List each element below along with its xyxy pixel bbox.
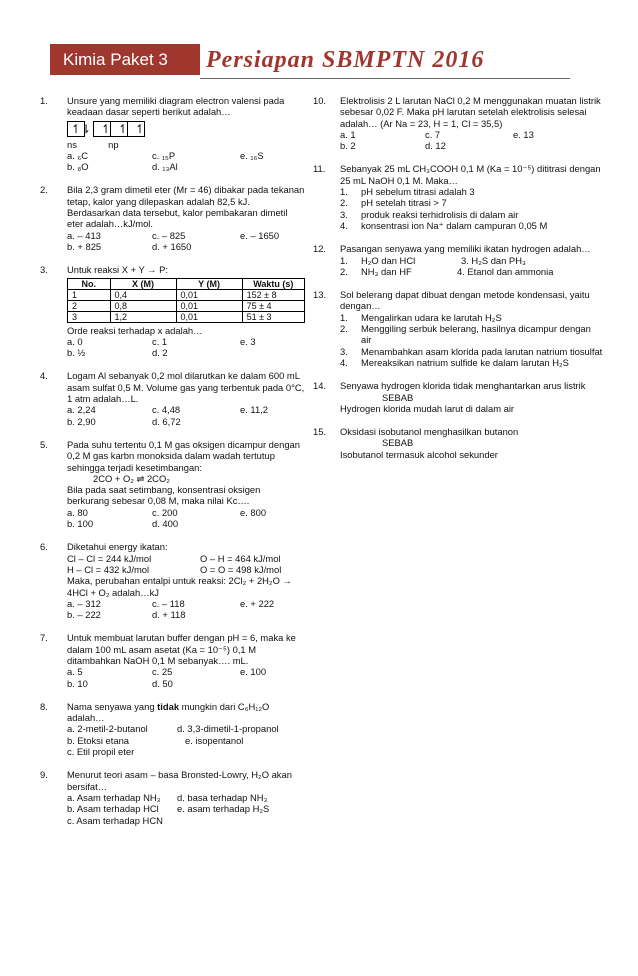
option-d: d. 3,3-dimetil-1-propanol <box>177 723 279 735</box>
question-number: 9. <box>40 769 48 781</box>
statement-2: pH setelah titrasi > 7 <box>361 197 447 209</box>
question-text: Logam Al sebanyak 0,2 mol dilarutkan ke dalam 600 mL asam sulfat 0,5 M. Volume gas yang terbentuk pada 0°C, 1 atm adalah…L. <box>67 370 305 405</box>
statement-1: pH sebelum titrasi adalah 3 <box>361 186 475 198</box>
option-b: b. + 825 <box>67 240 102 252</box>
option-e: e. 800 <box>240 506 267 518</box>
question-9 <box>40 769 305 825</box>
question-number: 12. <box>313 243 327 255</box>
orbital-box-p2: ↿ <box>111 121 128 137</box>
statement-4: konsentrasi ion Na⁺ dalam campuran 0,05 M <box>361 219 548 231</box>
orbital-box-p3: ↿ <box>128 121 145 137</box>
question-text: Maka, perubahan entalpi untuk reaksi: 2Cl₂ + 2H₂O → 4HCl + O₂ adalah…kJ <box>67 575 292 598</box>
option-e: e. + 222 <box>240 597 275 609</box>
option-b: b. – 222 <box>67 609 101 621</box>
option-e: e. ₁₆S <box>240 149 264 161</box>
question-text: Menurut teori asam – basa Bronsted-Lowry, H₂O akan bersifat… <box>67 769 292 792</box>
option-e: e. – 1650 <box>240 229 280 241</box>
option-a: a. – 413 <box>67 229 101 241</box>
table-header: Y (M) <box>176 278 242 289</box>
question-text-emphasis: tidak <box>157 700 180 712</box>
question-number: 13. <box>313 289 327 301</box>
option-c: c. 25 <box>152 666 173 678</box>
table-row <box>68 289 305 300</box>
question-7 <box>40 632 305 688</box>
option-a: a. 80 <box>67 506 88 518</box>
question-text: Orde reaksi terhadap x adalah… <box>67 324 203 336</box>
option-d: d. 400 <box>152 518 179 530</box>
header-divider <box>200 78 570 79</box>
question-13: 13. Sol belerang dapat dibuat dengan metode kondensasi, yaitu dengan… 1. Mengalirkan udara ke larutah H₂S 2. Menggiling serbuk belerang, hasilnya dicampur dengan air 3. Menambahkan asam klorida pada larutan natrium tiosulfat 4. Mereaksikan natrium sulfide ke dalam larutan H₂S <box>313 289 603 368</box>
option-d: d. 2 <box>152 347 168 359</box>
statement-2: Menggiling serbuk belerang, hasilnya dicampur dengan air <box>361 323 591 346</box>
option-a: a. ₆C <box>67 149 88 161</box>
sebab-connector: SEBAB <box>382 391 414 403</box>
question-8 <box>40 701 305 757</box>
page-title: Persiapan SBMPTN 2016 <box>206 47 485 73</box>
table-cell: 3 <box>68 311 111 322</box>
rate-data-table <box>67 278 305 323</box>
table-header: No. <box>68 278 111 289</box>
option-a: a. Asam terhadap NH₃ <box>67 791 161 803</box>
question-number: 8. <box>40 700 48 712</box>
question-text: Unsure yang memiliki diagram electron valensi pada keadaan dasar seperti berikut adalah… <box>67 95 285 118</box>
question-11: 11. Sebanyak 25 mL CH₃COOH 0,1 M (Ka = 10⁻⁵) dititrasi dengan 25 mL NaOH 0,1 M. Maka… 1. pH sebelum titrasi adalah 3 2. pH setelah titrasi > 7 3. produk reaksi terhidrolisis di dalam air 4. konsentrasi ion Na⁺ dalam campuran 0,05 M <box>313 163 603 231</box>
option-c: c. 7 <box>425 128 441 140</box>
option-d: d. basa terhadap NH₃ <box>177 791 268 803</box>
statement-2: NH₃ dan HF <box>361 265 412 277</box>
sebab-connector: SEBAB <box>382 437 414 449</box>
option-a: a. 5 <box>67 666 83 678</box>
option-a: a. 2,24 <box>67 404 96 416</box>
option-b: b. 2,90 <box>67 415 96 427</box>
option-c: c. 200 <box>152 506 178 518</box>
option-e: e. 11,2 <box>240 404 268 416</box>
question-number: 3. <box>40 264 48 276</box>
question-number: 14. <box>313 380 327 392</box>
table-cell: 0,8 <box>110 300 176 311</box>
question-text-part: mungkin dari C₆H₁₂O adalah… <box>67 700 270 724</box>
option-a: a. 1 <box>340 128 356 140</box>
statement-3: Menambahkan asam klorida pada larutan natrium tiosulfat <box>361 345 603 357</box>
question-text: Sebanyak 25 mL CH₃COOH 0,1 M (Ka = 10⁻⁵) dititrasi dengan 25 mL NaOH 0,1 M. Maka… <box>340 163 601 186</box>
option-e: e. asam terhadap H₂S <box>177 803 270 815</box>
question-text: Senyawa hydrogen klorida tidak menghantarkan arus listrik <box>340 380 586 392</box>
option-a: a. 2-metil-2-butanol <box>67 723 148 735</box>
table-cell: 0,01 <box>176 300 242 311</box>
bond-energy: Cl – Cl = 244 kJ/mol <box>67 552 152 564</box>
option-c: c. 4,48 <box>152 404 181 416</box>
table-header: X (M) <box>110 278 176 289</box>
question-15 <box>313 426 603 460</box>
option-b: b. ½ <box>67 347 86 359</box>
orbital-diagram <box>67 121 305 137</box>
option-d: d. ₁₃Al <box>152 161 178 173</box>
option-b: b. Asam terhadap HCl <box>67 803 159 815</box>
question-number: 5. <box>40 438 48 450</box>
question-3 <box>40 264 305 358</box>
question-text <box>67 701 305 724</box>
question-number: 2. <box>40 184 48 196</box>
question-number: 11. <box>313 163 326 175</box>
question-text: Bila pada saat setimbang, konsentrasi oksigen berkurang sebesar 0,08 M, maka nilai Kc…. <box>67 484 261 507</box>
question-number: 15. <box>313 426 327 438</box>
question-10 <box>313 95 603 151</box>
bond-energy: O – H = 464 kJ/mol <box>200 552 281 564</box>
option-d: d. + 1650 <box>152 240 192 252</box>
table-row <box>68 311 305 322</box>
question-text: Untuk reaksi X + Y → P: <box>67 264 169 276</box>
question-1 <box>40 95 305 172</box>
table-cell: 1 <box>68 289 111 300</box>
table-cell: 0,4 <box>110 289 176 300</box>
table-cell: 2 <box>68 300 111 311</box>
table-cell: 0,01 <box>176 311 242 322</box>
statement-3: produk reaksi terhidrolisis di dalam air <box>361 208 519 220</box>
statement-3: 3. H₂S dan PH₃ <box>461 254 526 266</box>
option-a: a. – 312 <box>67 597 101 609</box>
option-d: d. + 118 <box>152 609 186 621</box>
option-b: b. Etoksi etana <box>67 734 130 746</box>
option-b: b. 100 <box>67 518 94 530</box>
right-column <box>313 95 603 472</box>
question-number: 1. <box>40 95 48 106</box>
option-e: e. 100 <box>240 666 267 678</box>
option-a: a. 0 <box>67 335 83 347</box>
question-4 <box>40 370 305 426</box>
statement-1: Mengalirkan udara ke larutah H₂S <box>361 311 502 323</box>
table-cell: 75 ± 4 <box>242 300 304 311</box>
statement-1: H₂O dan HCl <box>361 254 416 266</box>
option-e: e. isopentanol <box>185 734 244 746</box>
question-text: Oksidasi isobutanol menghasilkan butanon <box>340 426 519 438</box>
question-text-part: Nama senyawa yang <box>67 700 158 712</box>
table-cell: 1,2 <box>110 311 176 322</box>
option-c: c. – 118 <box>152 597 185 609</box>
orbital-box-p1: ↿ <box>93 121 111 137</box>
option-d: d. 50 <box>152 677 173 689</box>
question-number: 6. <box>40 541 48 553</box>
table-header: Waktu (s) <box>242 278 304 289</box>
question-text: Hydrogen klorida mudah larut di dalam air <box>340 402 515 414</box>
orbital-box-s: ↿⇂ <box>67 121 85 137</box>
statement-4: 4. Etanol dan ammonia <box>457 265 554 277</box>
option-c: c. Etil propil eter <box>67 746 135 758</box>
question-text: Diketahui energy ikatan: <box>67 541 168 553</box>
bond-energy: H – Cl = 432 kJ/mol <box>67 563 150 575</box>
question-text: Elektrolisis 2 L larutan NaCl 0,2 M menggunakan muatan listrik sebesar 0,02 F. Maka pH larutan setelah elektrolisis selesai adalah… (Ar Na = 23, H = 1, Cl = 35,5) <box>340 95 601 129</box>
option-d: d. 12 <box>425 140 446 152</box>
table-cell: 51 ± 3 <box>242 311 304 322</box>
question-text: Pasangan senyawa yang memiliki ikatan hydrogen adalah… <box>340 243 591 255</box>
question-14 <box>313 380 603 414</box>
equilibrium-equation: 2CO + O₂ ⇌ 2CO₂ <box>93 472 170 484</box>
header-tag-box <box>50 44 200 75</box>
statement-4: Mereaksikan natrium sulfide ke dalam larutan H₂S <box>361 356 569 368</box>
table-cell: 0,01 <box>176 289 242 300</box>
question-number: 4. <box>40 370 48 382</box>
question-6 <box>40 541 305 620</box>
question-5 <box>40 439 305 529</box>
option-e: e. 13 <box>513 128 534 140</box>
question-text: Isobutanol termasuk alcohol sekunder <box>340 448 498 460</box>
option-c: c. 1 <box>152 335 168 347</box>
question-text: Bila 2,3 gram dimetil eter (Mr = 46) dibakar pada tekanan tetap, kalor yang dilepaskan adalah 82,5 kJ. Berdasarkan data tersebut, kalor pembakaran dimetil eter adalah…kJ/mol. <box>67 184 305 230</box>
question-2 <box>40 184 305 252</box>
question-text: Untuk membuat larutan buffer dengan pH = 6, maka ke dalam 100 mL asam asetat (Ka = 10⁻⁵) 0,1 M ditambahkan NaOH 0,1 M sebanyak…. mL. <box>67 632 296 666</box>
bond-energy: O = O = 498 kJ/mol <box>200 563 282 575</box>
left-column <box>40 95 305 838</box>
option-b: b. ₈O <box>67 161 89 173</box>
option-c: c. Asam terhadap HCN <box>67 814 163 826</box>
question-12: 12. Pasangan senyawa yang memiliki ikatan hydrogen adalah… 1. H₂O dan HCl 3. H₂S dan PH₃ 2. NH₃ dan HF 4. Etanol dan ammonia <box>313 243 603 277</box>
question-text: Pada suhu tertentu 0,1 M gas oksigen dicampur dengan 0,2 M gas karbn monoksida dalam wadah tertutup sehingga terjadi kesetimbangan: <box>67 438 300 473</box>
question-number: 7. <box>40 632 48 644</box>
option-d: d. 6,72 <box>152 415 181 427</box>
table-cell: 152 ± 8 <box>242 289 304 300</box>
option-e: e. 3 <box>240 335 256 347</box>
orbital-labels: ns np <box>67 138 119 150</box>
option-c: c. – 825 <box>152 229 186 241</box>
option-c: c. ₁₅P <box>152 149 176 161</box>
table-row <box>68 300 305 311</box>
question-number: 10. <box>313 95 327 106</box>
option-b: b. 2 <box>340 140 356 152</box>
header-tag: Kimia Paket 3 <box>63 50 168 69</box>
question-text: Sol belerang dapat dibuat dengan metode kondensasi, yaitu dengan… <box>340 289 590 312</box>
option-b: b. 10 <box>67 677 88 689</box>
